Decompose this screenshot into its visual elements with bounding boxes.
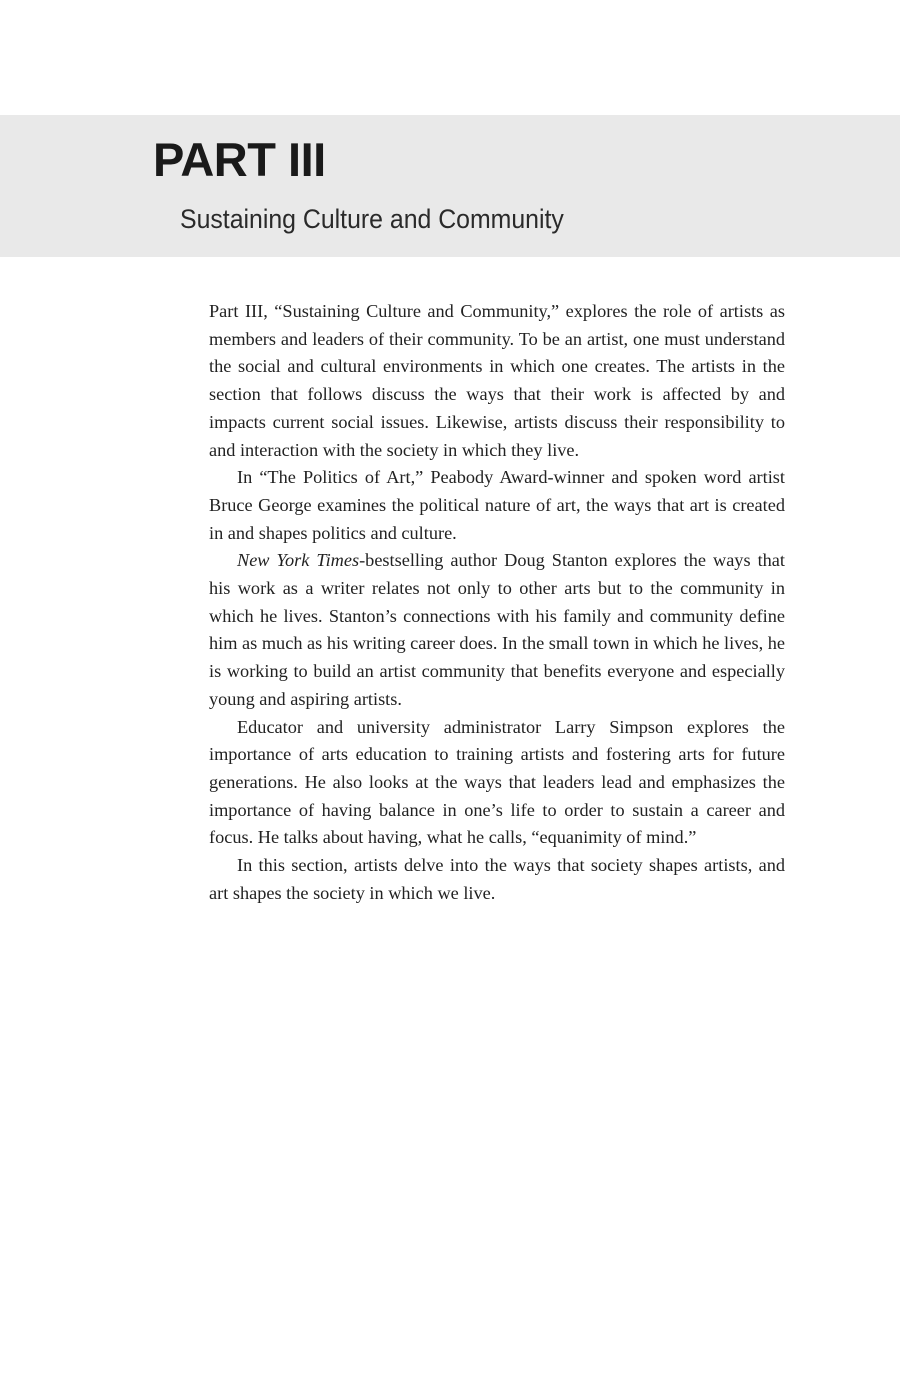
paragraph-intro: Part III, “Sustaining Culture and Community,” explores the role of artists as members and leaders of their community. To be an artist, one must understand the social and cultural environments in which one creates. The artists in the section that follows discuss the ways that their work is affected by and impacts current social issues. Likewise, artists discuss their responsibility to and interaction with the society in which they live. (209, 301, 785, 460)
paragraph-doug-stanton-text: -bestselling author Doug Stanton explores the ways that his work as a writer relates not only to other arts but to the community in which he lives. Stanton’s connections with his family and community define him as much as his writing career does. In the small town in which he lives, he is working to build an artist community that benefits everyone and especially young and aspiring artists. (209, 550, 786, 709)
part-title: PART III (153, 133, 326, 186)
paragraph-conclusion: In this section, artists delve into the ways that society shapes artists, and art shapes the society in which we live. (209, 855, 785, 903)
paragraph-larry-simpson: Educator and university administrator Larry Simpson explores the importance of arts education to training artists and fostering arts for future generations. He also looks at the ways that leaders lead and emphasizes the importance of having balance in one’s life to order to sustain a career and focus. He talks about having, what he calls, “equanimity of mind.” (209, 716, 785, 848)
part-header (0, 115, 900, 257)
paragraph-politics-of-art: In “The Politics of Art,” Peabody Award-winner and spoken word artist Bruce George examines the political nature of art, the ways that art is created in and shapes politics and culture. (209, 467, 785, 543)
part-subtitle: Sustaining Culture and Community (180, 204, 564, 234)
paragraph-doug-stanton (209, 547, 785, 713)
body-text (209, 298, 785, 907)
italic-title: New York Times (237, 550, 360, 571)
